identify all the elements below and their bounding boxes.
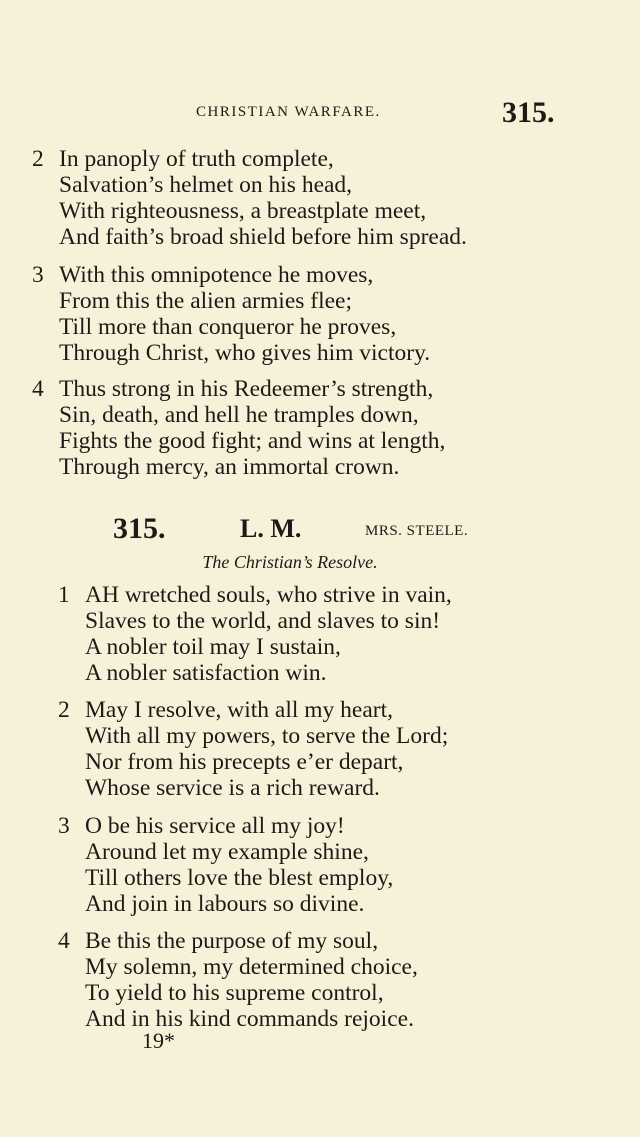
hymn-subtitle: The Christian’s Resolve. [202,552,378,572]
stanza-number: 4 [32,376,44,402]
verse-line: With righteousness, a breastplate meet, [59,198,427,224]
stanza-number: 3 [58,813,70,839]
stanza-number: 2 [58,697,70,723]
verse-line: Whose service is a rich reward. [85,775,380,801]
hymn-number: 315. [113,512,166,545]
verse-line: And in his kind commands rejoice. [85,1006,414,1032]
verse-line: And faith’s broad shield before him spread. [59,224,467,250]
running-head [0,96,640,134]
verse-line: Be this the purpose of my soul, [85,928,379,954]
hymn-meter: L. M. [240,514,302,543]
running-title: CHRISTIAN WARFARE. [196,104,381,120]
hymn-author: MRS. STEELE. [365,523,469,539]
verse-line: With this omnipotence he moves, [59,262,374,288]
page-number: 315. [502,96,555,129]
stanza-number: 2 [32,146,44,172]
verse-line: A nobler satisfaction win. [85,660,327,686]
verse-line: O be his service all my joy! [85,813,345,839]
verse-line: Through mercy, an immortal crown. [59,454,400,480]
hymn-header [0,512,640,552]
verse-line: Till others love the blest employ, [85,865,394,891]
verse-line: Sin, death, and hell he tramples down, [59,402,419,428]
verse-line: Till more than conqueror he proves, [59,314,397,340]
verse-line: From this the alien armies flee; [59,288,353,314]
verse-line: And join in labours so divine. [85,891,365,917]
verse-line: To yield to his supreme control, [85,980,384,1006]
verse-line: With all my powers, to serve the Lord; [85,723,449,749]
verse-line: Through Christ, who gives him victory. [59,340,431,366]
signature-mark: 19* [142,1028,175,1053]
verse-line: In panoply of truth complete, [59,146,334,172]
verse-line: Slaves to the world, and slaves to sin! [85,608,441,634]
verse-line: May I resolve, with all my heart, [85,697,394,723]
verse-line: Salvation’s helmet on his head, [59,172,353,198]
stanza-number: 1 [58,582,70,608]
verse-line: A nobler toil may I sustain, [85,634,341,660]
stanza-number: 3 [32,262,44,288]
verse-line: Fights the good fight; and wins at length, [59,428,446,454]
verse-line: Around let my example shine, [85,839,369,865]
verse-line: My solemn, my determined choice, [85,954,418,980]
stanza-number: 4 [58,928,70,954]
verse-line: Nor from his precepts e’er depart, [85,749,404,775]
verse-line: Thus strong in his Redeemer’s strength, [59,376,434,402]
verse-line: AH wretched souls, who strive in vain, [85,582,452,608]
